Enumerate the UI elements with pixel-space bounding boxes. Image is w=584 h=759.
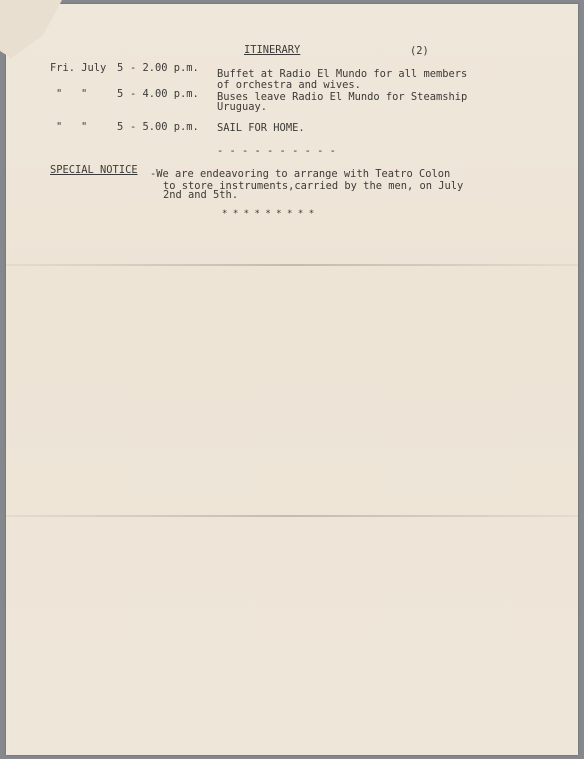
- schedule-event-line: Buffet at Radio El Mundo for all members: [217, 68, 468, 80]
- schedule-event-line: Uruguay.: [217, 101, 268, 113]
- closing-asterisks: * * * * * * * * *: [222, 209, 315, 219]
- schedule-day: 5: [117, 62, 124, 74]
- notice-line: 2nd and 5th.: [163, 189, 239, 201]
- fold-line: [6, 264, 578, 266]
- schedule-day: 5: [117, 121, 124, 133]
- fold-line: [6, 515, 578, 517]
- schedule-date-ditto: " ": [56, 121, 88, 133]
- schedule-date-ditto: " ": [56, 88, 88, 100]
- separator-dashes: - - - - - - - - - -: [217, 145, 336, 157]
- schedule-day: 5: [117, 88, 124, 100]
- page-number: (2): [410, 45, 429, 57]
- itinerary-title: ITINERARY: [244, 44, 301, 56]
- paper-sheet: [6, 4, 578, 755]
- notice-line: -We are endeavoring to arrange with Teatro Colon: [150, 168, 451, 180]
- schedule-event-line: Buses leave Radio El Mundo for Steamship: [217, 91, 468, 103]
- schedule-event-line: SAIL FOR HOME.: [217, 122, 305, 134]
- schedule-time: - 5.00 p.m.: [130, 121, 199, 133]
- special-notice-label: SPECIAL NOTICE: [50, 164, 138, 176]
- schedule-event-line: of orchestra and wives.: [217, 79, 361, 91]
- schedule-date: Fri. July: [50, 62, 107, 74]
- schedule-time: - 2.00 p.m.: [130, 62, 199, 74]
- notice-line: to store instruments,carried by the men, on July: [163, 180, 464, 192]
- schedule-time: - 4.00 p.m.: [130, 88, 199, 100]
